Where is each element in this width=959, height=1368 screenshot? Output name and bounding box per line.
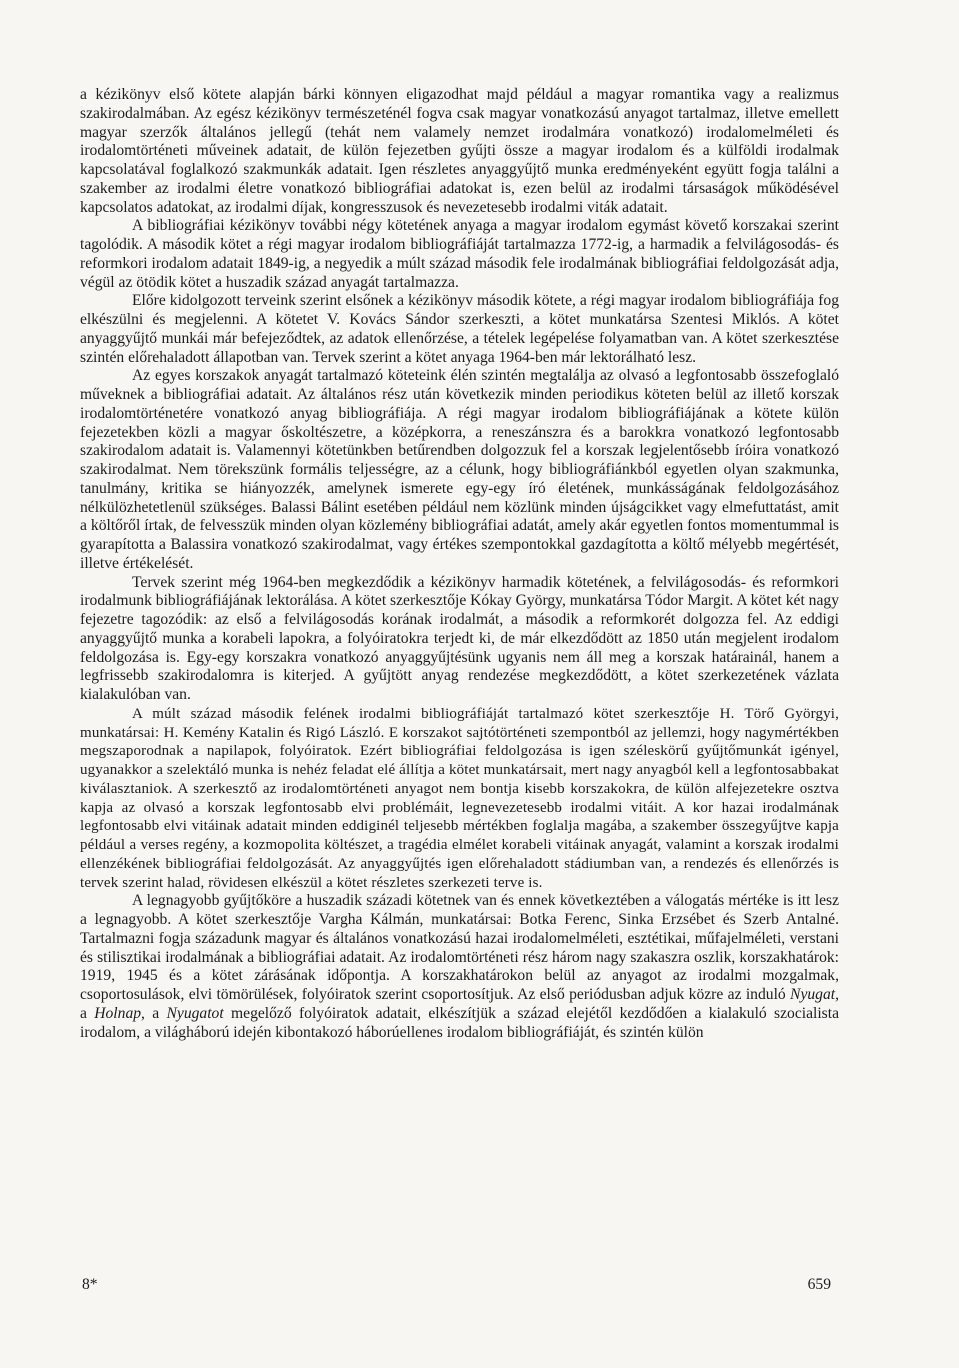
paragraph-6: A múlt század második felének irodalmi bibliográfiáját tartalmazó kötet szerkesztője H. Törő Györgyi, munkatársai: H. Kemény Katalin és Rigó László. E korszakot sajtótörténeti szempontból az jellemzi, hogy nagymértékben megszaporodnak a napilapok, folyóiratok. Ezért bibliográfiai feldolgozása is igen széleskörű gyűjtőmunkát igényel, ugyanakkor a szelektáló munka is nehéz feladat elé állítja a kötet munkatársait, mert nagy anyagból kell a legfontosabbakat kiválasztaniok. A szerkesztő az irodalomtörténeti anyagot nem bontja kisebb korszakokra, de külön alfejezetekre osztva kapja az olvasó a korszak legfontosabb elvi problémáit, legnevezetesebb irodalmi vitáit. A kor hazai irodalmának legfontosabb elvi vitáinak adatait minden eddiginél teljesebb mértékben foglalja magába, a szakember összegyűjtve kapja például a verses regény, a kozmopolita költészet, a tragédia elmélet korabeli vitáinak anyagát, valamint a korszak irodalmi ellenzékének bibliográfiai feldolgozását. Az anyaggyűjtés igen előrehaladott stádiumban van, a rendezés és ellenőrzés is tervek szerint halad, rövidesen elkészül a kötet részletes szerkezeti terve is. (80, 705, 840, 891)
signature-mark: 8* (82, 1276, 98, 1293)
paragraph-1: a kézikönyv első kötete alapján bárki könnyen eligazodhat majd például a magyar romantika vagy a realizmus szakirodalmában. Az egész kézikönyv természeténél fogva csak magyar vonatkozású anyagot tartalmaz, illetve emellett magyar szerzők általános jellegű (tehát nem valamely nemzet irodalmára vonatkozó) irodalomelméleti és irodalomtörténeti műveinek adatait, de külön fejezetben gyűjti össze a magyar irodalom és a külföldi irodalmak kapcsolatával foglalkozó szakmunkák adatait. Igen részletes anyaggyűjtő munka eredményeként együtt fogja találni a szakember az irodalmi életre vonatkozó bibliográfiai adatokat is, ezen belül az irodalmi társaságok működésével kapcsolatos adatokat, az irodalmi díjak, kongresszusok és nevezetesebb irodalmi viták adatait. (80, 86, 839, 216)
paragraph-4: Az egyes korszakok anyagát tartalmazó köteteink élén szintén megtalálja az olvasó a legfontosabb összefoglaló műveknek a bibliográfiai adatait. Az általános rész után következik minden periodikus köteten belül az illető korszak irodalomtörténetére vonatkozó anyag bibliográfiája. A régi magyar irodalom bibliográfiájának a kötete külön fejezetekben közli a magyar őskoltészetre, a középkorra, a reneszánszra és a barokkra vonatkozó legfontosabb szakirodalom adatait is. Valamennyi kötetünkben betűrendben dolgozzuk fel a korszak legjelentősebb íróira vonatkozó szakirodalmat. Nem törekszünk formális teljességre, az a célunk, hogy bibliográfiánkból egyetlen olyan szakmunka, tanulmány, kritika se hiányozzék, amelynek ismerete egy-egy író életének, munkásságának feldolgozásához nélkülözhetetlenül szükséges. Balassi Bálint esetében például nem közlünk minden újságcikket vagy elmefuttatást, amit a költőről írtak, de felvesszük minden olyan közlemény bibliográfiai adatát, amely akár egyetlen fontos momentummal is gyarapította a Balassira vonatkozó szakirodalmat, vagy értékes szempontokkal gazdagította a költő mélyebb megértését, illetve értékelését. (80, 367, 839, 572)
paragraph-7: A legnagyobb gyűjtőköre a huszadik századi kötetnek van és ennek következtében a válogatás mértéke is itt lesz a legnagyobb. A kötet szerkesztője Vargha Kálmán, munkatársai: Botka Ferenc, Sinka Erzsébet és Szerb Antalné. Tartalmazni fogja századunk magyar és általános vonatkozású hazai irodalomelméleti, esztétikai, műfajelméleti, verstani és stilisztikai irodalmának a bibliográfiai adatait. Az irodalomtörténeti rész három nagy szakaszra oszlik, korszakhatárok: 1919, 1945 és a kötet zárásának időpontja. A korszakhatárokon belül az anyagot az irodalmi mozgalmak, csoportosulások, elvi tömörülések, folyóiratok szerint csoportosítjuk. Az első periódusban adjuk közre az induló Nyugat, a Holnap, a Nyugatot megelőző folyóiratok adatait, elkészítjük a század elejétől kezdődően a kialakuló szocialista irodalom, a világháború idején kibontakozó háborúellenes irodalom bibliográfiáját, és szintén külön (80, 892, 839, 1041)
paragraph-5: Tervek szerint még 1964-ben megkezdődik a kézikönyv harmadik kötetének, a felvilágosodás- és reformkori irodalmunk bibliográfiájának lektorálása. A kötet szerkesztője Kókay György, munkatársa Tódor Margit. A kötet két nagy fejezetre tagozódik: az első a felvilágosodás korának irodalmát, a második a reformkorét dolgozza fel. Az eddigi anyaggyűjtő munka a korabeli lapokra, a folyóiratokra terjedt ki, de már elkezdődött az 1850 után megjelent irodalom feldolgozása is. Egy-egy korszakra vonatkozó anyaggyűjtésünk ugyanis nem áll meg a korszak határainál, hanem a legfrissebb szakirodalomra is kiterjed. A gyűjtött anyag rendezése megkezdődött, a kötet szerkezetének vázlata kialakulóban van. (80, 573, 839, 703)
page-body (80, 86, 839, 1042)
paragraph-2: A bibliográfiai kézikönyv további négy kötetének anyaga a magyar irodalom egymást követő korszakai szerint tagolódik. A második kötet a régi magyar irodalom bibliográfiáját tartalmazza 1772-ig, a harmadik a felvilágosodás- és reformkori irodalom adatait 1849-ig, a negyedik a múlt század második fele irodalmának bibliográfiai feldolgozását adja, végül az ötödik kötet a huszadik század anyagát tartalmazza. (80, 217, 839, 291)
paragraph-3: Előre kidolgozott terveink szerint elsőnek a kézikönyv második kötete, a régi magyar irodalom bibliográfiája fog elkészülni és megjelenni. A kötetet V. Kovács Sándor szerkeszti, a kötet munkatársa Szentesi Miklós. A kötet anyaggyűjtő munkái már befejeződtek, az adatok ellenőrzése, a tételek legépelése folyamatban van. A kötet szerkesztése szintén előrehaladott állapotban van. Tervek szerint a kötet anyaga 1964-ben már lektorálható lesz. (80, 292, 839, 366)
page-number: 659 (807, 1276, 831, 1293)
